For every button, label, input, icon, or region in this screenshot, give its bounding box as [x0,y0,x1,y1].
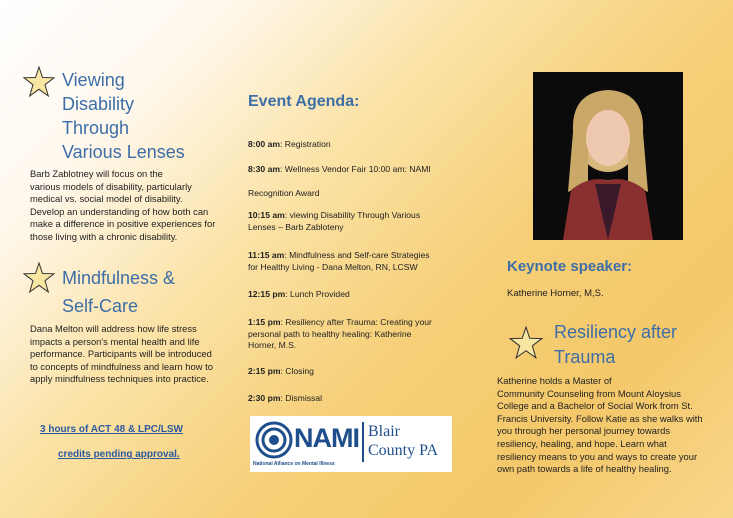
agenda-time: 1:15 pm [248,317,281,327]
nami-wordmark: NAMI [294,423,359,453]
agenda-text: : Lunch Provided [285,289,350,299]
agenda-item [248,210,478,233]
keynote-name: Katherine Horner, M,S. [507,288,604,299]
section-title-viewing-disability [62,68,185,164]
body-line: own path towards a life of healthy healing. [497,463,672,475]
section-body-viewing-disability [30,168,230,244]
section-title-resiliency [554,320,677,370]
agenda-text: Horner, M.S. [248,340,297,350]
title-line: Through [62,118,130,138]
agenda-time: 10:15 am [248,210,285,220]
agenda-text: : viewing Disability Through Various [284,210,421,220]
agenda-title: Event Agenda: [248,93,360,110]
agenda-item [248,366,478,378]
title-line: Disability [62,94,135,114]
body-line: Barb Zablotney will focus on the [30,168,163,179]
county-line: Blair [368,423,400,440]
agenda-text: : Wellness Vendor Fair 10:00 am: NAMI [280,164,431,174]
agenda-text: personal path to healthy healing: Katherine [248,328,412,339]
star-icon [22,262,56,294]
agenda-text: : Mindfulness and Self-care Strategies [284,250,430,260]
body-line: you through her personal journey towards [497,425,671,437]
title-line: Mindfulness & [62,268,176,288]
agenda-time: 12:15 pm [248,289,286,299]
agenda-item [248,317,478,352]
agenda-text: Recognition Award [248,187,320,198]
body-line: Community Counseling from Mount Aloysius [497,387,681,399]
body-line: resiliency, healing, and hope. Learn what [497,437,667,449]
keynote-title: Keynote speaker: [507,258,633,275]
agenda-item [248,250,478,273]
county-name [368,422,438,460]
logo-divider [362,422,364,462]
title-line: Resiliency after [554,322,678,342]
nami-logo [250,416,452,472]
body-line: various models of disability, particularly [30,180,192,192]
body-line: to concepts of mindfulness and learn how to [30,360,213,372]
credits-line-2[interactable]: credits pending approval. [58,449,180,460]
body-line: make a difference in positive experiences for [30,218,216,230]
agenda-time: 2:30 pm [248,393,281,403]
agenda-text: : Resiliency after Trauma: Creating your [280,317,432,327]
agenda-item [248,289,478,301]
agenda-item [248,139,478,151]
body-line: Francis University. Follow Katie as she walks with [497,412,703,424]
nami-subtitle: National Alliance on Mental Illness [253,461,335,467]
title-line: Trauma [554,347,616,367]
agenda-time: 2:15 pm [248,366,281,376]
speaker-portrait [533,72,683,240]
star-icon [22,66,56,98]
agenda-text: for Healthy Living - Dana Melton, RN, LCSW [248,261,418,272]
title-line: Viewing [62,70,125,90]
body-line: Develop an understanding of how both can [30,205,209,217]
agenda-time: 8:30 am [248,164,281,174]
title-line: Various Lenses [62,142,185,162]
agenda-text: : Closing [280,366,314,376]
agenda-item [248,393,478,405]
title-line: Self-Care [62,296,139,316]
credits-line-1[interactable]: 3 hours of ACT 48 & LPC/LSW [40,424,183,435]
section-body-resiliency [497,375,719,476]
body-line: performance. Participants will be introduced [30,348,212,360]
body-line: Katherine holds a Master of [497,375,612,386]
body-line: apply mindfulness techniques into practice. [30,373,209,385]
section-title-mindfulness [62,264,175,320]
agenda-time: 8:00 am [248,139,281,149]
body-line: College and a Bachelor of Social Work from St. [497,400,693,412]
agenda-text: : Registration [280,139,331,149]
speaker-photo [533,72,683,240]
agenda-time: 11:15 am [248,250,285,260]
agenda-text: Lenses – Barb Zabloteny [248,221,344,232]
agenda-item [248,164,478,199]
body-line: resiliency means to you and ways to create your [497,450,698,462]
body-line: medical vs. social model of disability. [30,193,183,205]
nami-swirl-icon [254,420,294,460]
agenda-text: : Dismissal [280,393,323,403]
star-icon [508,326,544,360]
body-line: Dana Melton will address how life stress [30,323,197,334]
body-line: impacts a person's mental health and life [30,335,200,347]
section-body-mindfulness [30,323,230,386]
county-line: County PA [368,442,439,459]
body-line: those living with a chronic disability. [30,230,178,242]
